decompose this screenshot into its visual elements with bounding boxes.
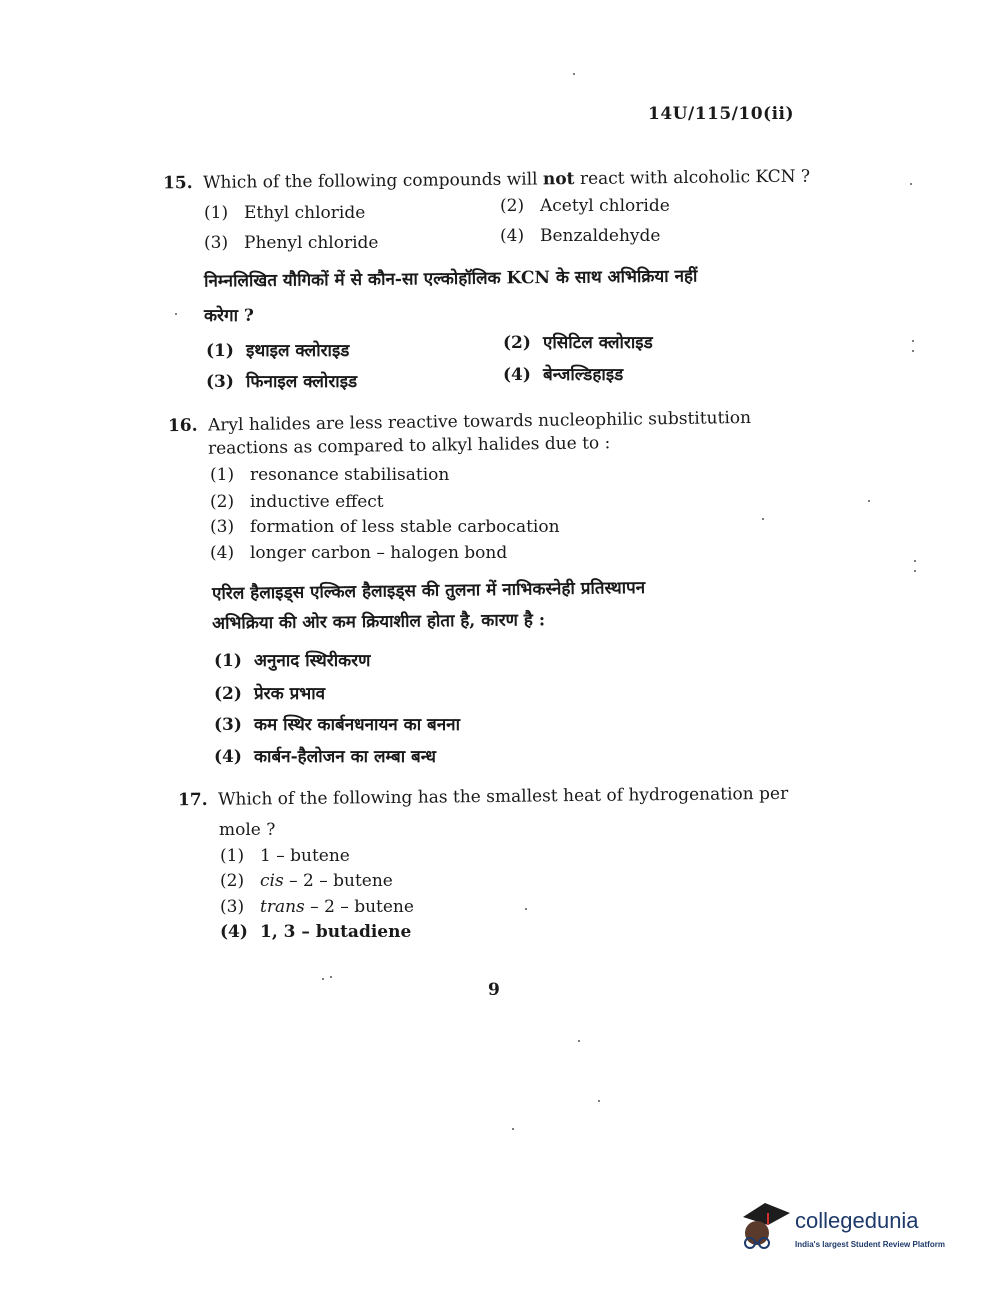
option-number: (1) (204, 203, 229, 223)
option-text: resonance stabilisation (250, 465, 450, 485)
option-text: formation of less stable carbocation (250, 517, 560, 537)
question-17 (178, 784, 788, 810)
option (210, 543, 507, 563)
option-number: (2) (210, 492, 235, 512)
option-number: (1) (214, 651, 242, 671)
option-text: 1 – butene (260, 846, 350, 866)
question-text-line: mole ? (219, 820, 276, 840)
option-number: (3) (206, 372, 234, 392)
option-number: (4) (500, 226, 525, 246)
option-number: (4) (503, 365, 531, 385)
option (220, 846, 350, 866)
question-text-post: react with alcoholic KCN ? (574, 166, 811, 190)
option-text-italic: cis (260, 871, 284, 891)
scan-speck (914, 570, 916, 572)
option-text: Phenyl chloride (244, 233, 379, 253)
brand-tagline: India's largest Student Review Platform (795, 1240, 945, 1249)
option-text: Benzaldehyde (540, 226, 661, 246)
option-number: (3) (210, 517, 235, 537)
option-number: (2) (220, 871, 245, 891)
scan-speck (330, 976, 332, 978)
option-text: अनुनाद स्थिरीकरण (254, 651, 371, 671)
scan-speck (912, 350, 914, 352)
question-hindi-line: अभिक्रिया की ओर कम क्रियाशील होता है, कारण है : (211, 610, 546, 634)
option-text: बेन्जल्डिहाइड (543, 365, 624, 385)
question-number: 16. (167, 415, 198, 437)
option-text: इथाइल क्लोराइड (246, 341, 350, 361)
option-number: (3) (204, 233, 229, 253)
question-number: 17. (177, 789, 208, 811)
scan-speck (598, 1100, 600, 1102)
option-text: – 2 – butene (304, 897, 414, 917)
page-number: 9 (488, 980, 500, 1000)
option-number: (4) (210, 543, 235, 563)
option-text: Ethyl chloride (244, 203, 366, 223)
scan-speck (512, 1128, 514, 1130)
option (500, 196, 670, 216)
option-number: (2) (214, 684, 242, 704)
scan-speck (910, 183, 912, 185)
option (220, 897, 414, 917)
option-text: 1, 3 – butadiene (260, 922, 412, 942)
option-text: कम स्थिर कार्बनधनायन का बनना (254, 715, 461, 735)
option-text: प्रेरक प्रभाव (254, 684, 326, 704)
scan-speck (868, 500, 870, 502)
option (214, 681, 325, 704)
scan-speck (322, 978, 324, 980)
option-number: (4) (220, 922, 248, 942)
option (500, 226, 660, 246)
option-text: कार्बन-हैलोजन का लम्बा बन्ध (254, 747, 436, 767)
scan-speck (762, 518, 764, 520)
option (204, 203, 365, 223)
question-number: 15. (162, 173, 193, 194)
option (210, 492, 384, 512)
option-number: (2) (503, 333, 531, 353)
question-hindi-line: एरिल हैलाइड्स एल्किल हैलाइड्स की तुलना में नाभिकस्नेही प्रतिस्थापन (211, 577, 646, 605)
option-text: Acetyl chloride (540, 196, 670, 216)
option-number: (3) (214, 715, 242, 735)
option-text: inductive effect (250, 492, 384, 512)
option-number: (4) (214, 747, 242, 767)
scan-speck (175, 313, 177, 315)
option (220, 922, 411, 942)
question-hindi-line: निम्नलिखित यौगिकों में से कौन-सा एल्कोहॉलिक KCN के साथ अभिक्रिया नहीं (203, 266, 698, 292)
option-number: (1) (220, 846, 245, 866)
question-text-line: Aryl halides are less reactive towards nucleophilic substitution (207, 407, 752, 436)
option-text: फिनाइल क्लोराइड (246, 372, 358, 392)
question-text-line: reactions as compared to alkyl halides due to : (207, 433, 611, 459)
paper-code: 14U/115/10(ii) (648, 104, 795, 124)
scan-speck (914, 560, 916, 562)
scan-speck (578, 1040, 580, 1042)
question-text-emphasis: not (542, 169, 575, 190)
question-hindi-line: करेगा ? (204, 306, 254, 326)
option (210, 517, 560, 537)
scan-speck (912, 340, 914, 342)
brand-name: collegedunia (795, 1208, 919, 1233)
option (214, 648, 370, 671)
option-number: (1) (210, 465, 235, 485)
option-text-italic: trans (260, 897, 305, 917)
question-text-line: Which of the following has the smallest heat of hydrogenation per (217, 783, 789, 810)
option-text: – 2 – butene (283, 871, 393, 891)
option-number: (2) (500, 196, 525, 216)
option-number: (1) (206, 341, 234, 361)
option (210, 465, 449, 485)
option-number: (3) (220, 897, 245, 917)
question-text-pre: Which of the following compounds will (202, 169, 544, 193)
option (206, 338, 349, 361)
option (220, 871, 393, 891)
question-15 (163, 167, 810, 194)
option (503, 330, 653, 353)
option (204, 233, 379, 253)
option-text: एसिटिल क्लोराइड (543, 333, 653, 353)
option (214, 744, 436, 767)
scan-speck (573, 73, 575, 75)
scan-speck (525, 908, 527, 910)
option-text: longer carbon – halogen bond (250, 543, 508, 563)
option (206, 369, 357, 392)
question-16 (168, 408, 751, 436)
option (503, 362, 623, 385)
option (214, 712, 460, 735)
